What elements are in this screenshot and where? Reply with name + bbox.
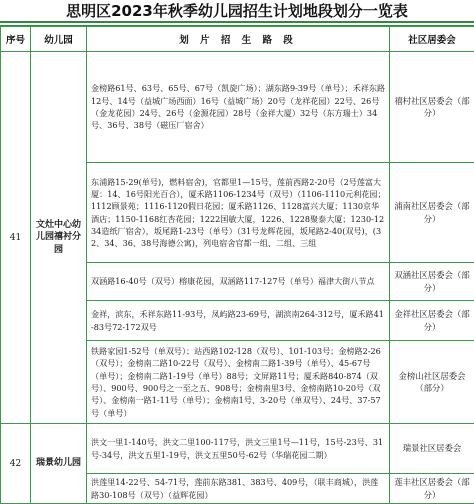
header-seq: 序号 [1,27,31,52]
route-cell: 双涵路16-40号（双号）榕康花园，双涵路117-127号（单号）福津大街八节点 [87,263,390,301]
enrollment-table [0,26,474,504]
community-cell: 金榜山社区居委会（部分） [390,341,474,424]
community-cell: 双涵社区居委会（部分） [390,263,474,301]
table-row [1,424,474,474]
community-cell: 瑞景社区居委会 [390,424,474,474]
header-route: 划 片 招 生 路 段 [87,27,390,52]
route-cell: 洪莲里14-22号、54-71号，莲前东路381、383号、409号，（联丰商城），洪莲路30-108号（双号）（益辉花园） [87,474,390,504]
community-cell: 浦南社区居委会（部分） [390,163,474,263]
community-cell: 金祥社区居委会（部分） [390,301,474,341]
row-kindergarten: 瑞景幼儿园 [31,424,87,504]
row-seq: 41 [1,52,31,424]
route-cell: 金祥，滨东，禾祥东路11-93号，凤屿路23-69号，湖滨南264-312号，厦禾路41-83号72-172双号 [87,301,390,341]
document-title: 思明区2023年秋季幼儿园招生计划地段划分一览表 [0,0,474,21]
table-row [1,52,474,163]
header-kindergarten: 幼儿园 [31,27,87,52]
row-seq: 42 [1,424,31,504]
route-cell: 洪文一里1-140号，洪文二里100-117号，洪文三里1号—11号，15号-23号、31号-34号，洪文五里1-19号，洪文五里50号-62号（华瑞花园二期） [87,424,390,474]
route-cell: 东浦路15-29(单号)，燃料宿舍)，官都里1—15号，莲前西路2-20号（2号莲富大厦：14、16号阳光百合），厦禾路1106-1234号（双号）（1106-1110元利花园；1112顾景苑；1116-1120假日花园；厦禾路1126、1128富兴大厦；1130京华酒店；1150-1168红杏花园；1222国敏大厦，1226、1228聚泰大厦；1230-1234造纸厂宿舍），坂尾路1-23号（单号）（31号龙辉花园，坂尾路2-40(双号)，(32、34、36、38号海德公寓)，列电宿舍官都一组、二组、三组 [87,163,390,263]
route-cell: 金榜路61号、63号、65号、67号（凯旋广场）；湖东路9-39号（单号）；禾祥东路12号、14号（益城广场西面）16号（益城广场）20号（龙祥花园）22号、26号（金龙花园）24号、26号（金源花园）28号（金祥大厦）32号（东方瑞士）34号、36号、38号（磁压厂宿舍） [87,52,390,163]
community-cell: 莲丰社区居委会（部分） [390,474,474,504]
route-cell: 铁路家园1-52号（单双号）；站西路102-128（双号）、101-103号；金榜路2-26（双号）；金榜南二路10-22号（双号）、金榜南二路1-39号（单号）、45-67号（单号）；金榜南二路1-19号（单号）88号；文屏路11号；厦禾路840-874（双号）、900号、900号之一至之五、908号；金榜南里3号、金榜南路10-20号（双号）、金榜南一路1-11号（单号）；金榜南1号、3-20号（单双号）、24号、37-57号（单号） [87,341,390,424]
community-cell: 禧村社区居委会（部分） [390,52,474,163]
header-community: 社区居委会 [390,27,474,52]
row-kindergarten: 文灶中心幼儿园禧衬分园 [31,52,87,424]
table-header-row [1,27,474,52]
